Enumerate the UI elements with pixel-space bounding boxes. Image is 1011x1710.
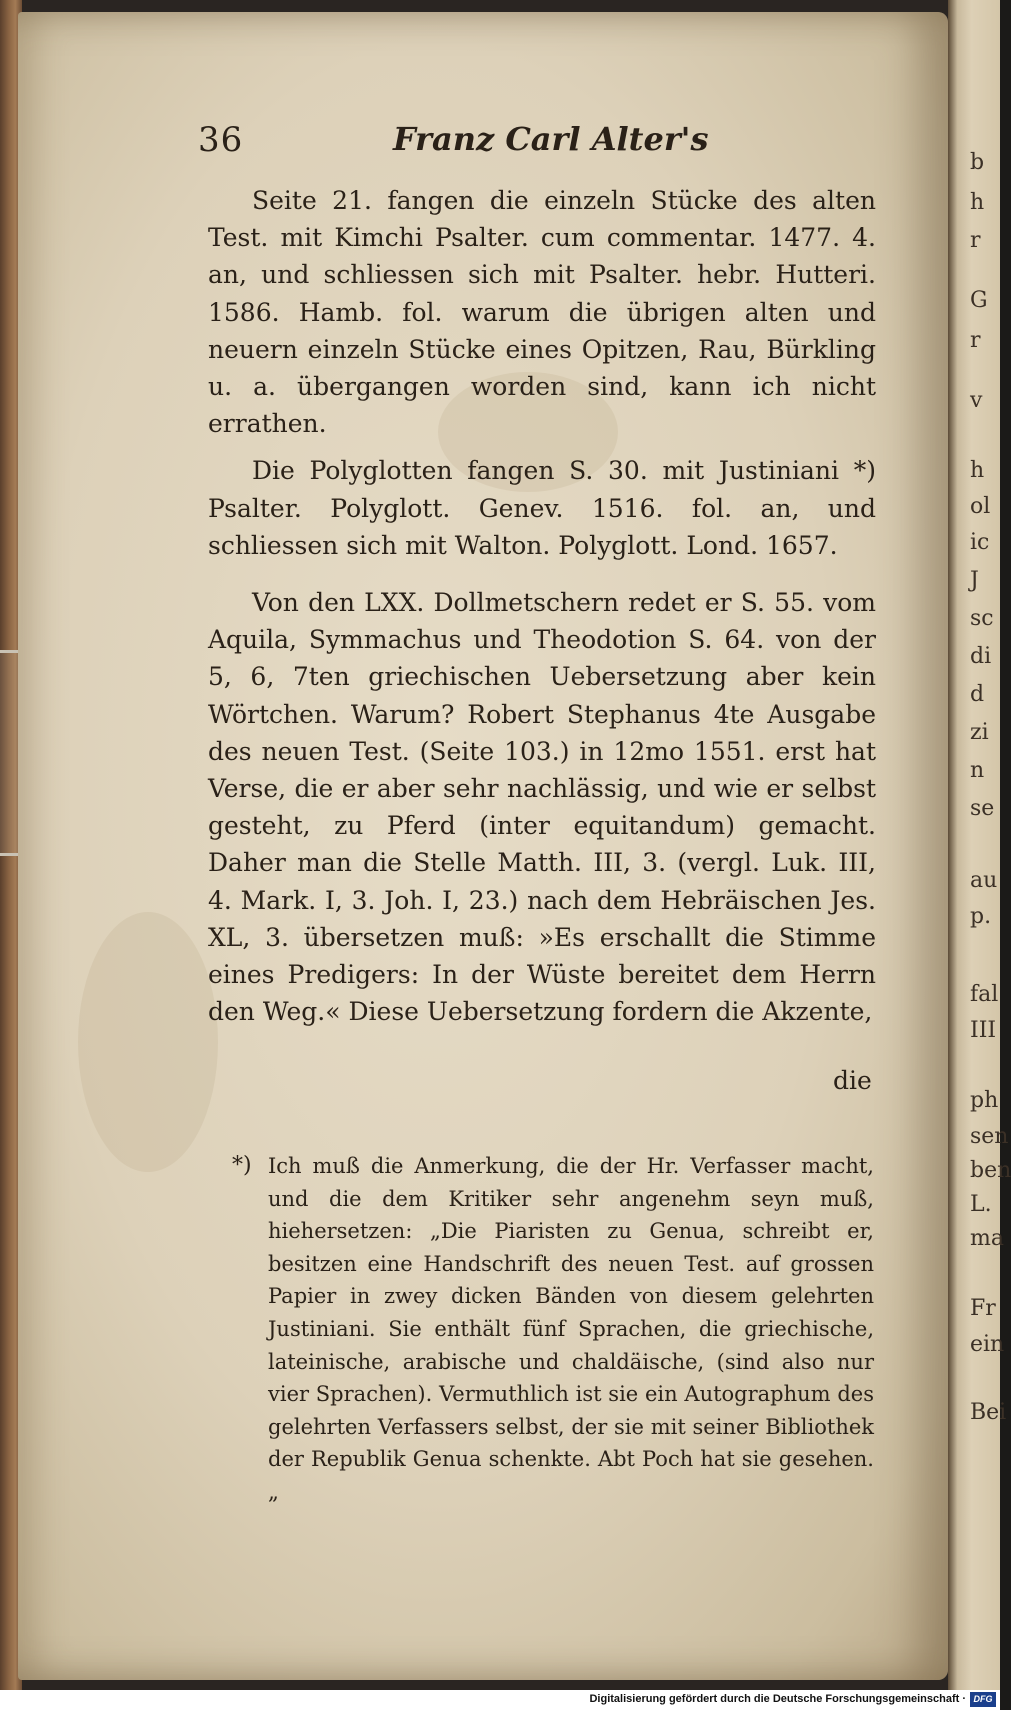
right-page-fragment: r [970,228,981,253]
right-page-fragment: sen [970,1124,1009,1149]
main-text [208,182,876,1044]
footnote-marker: *) [232,1153,252,1178]
right-page-fragment: fal [970,982,999,1007]
right-page-fragment: G [970,288,988,313]
page-header [198,120,758,170]
book-page [18,12,948,1680]
paragraph: Seite 21. fangen die einzeln Stücke des alten Test. mit Kimchi Psalter. cum commentar. 1477. 4. an, und schliessen sich mit Psalter. hebr. Hutteri. 1586. Hamb. fol. warum die übrigen alten und neuern einzeln Stücke eines Opitzen, Rau, Bürkling u. a. übergangen worden sind, kann ich nicht errathen. [208,186,876,439]
right-page-fragment: v [970,388,983,413]
catchword: die [833,1066,872,1095]
right-page-fragment: L. [970,1192,992,1217]
right-page-fragment: J [970,568,979,593]
page-number: 36 [198,120,244,160]
right-page-fragment: sc [970,606,994,631]
right-page-fragment: r [970,328,981,353]
right-page-fragment: Fr [970,1296,996,1321]
footnote [232,1150,874,1509]
funding-credit: Digitalisierung gefördert durch die Deutsche Forschungsgemeinschaft · [589,1693,966,1705]
right-page-fragment: d [970,682,985,707]
right-page-fragment: ein [970,1332,1005,1357]
footnote-text: Ich muß die Anmerkung, die der Hr. Verfasser macht, und die dem Kritiker sehr angenehm seyn muß, hiehersetzen: „Die Piaristen zu Genua, schreibt er, besitzen eine Handschrift des neuen Test. auf grossen Papier in zwey dicken Bänden von diesem gelehrten Justiniani. Sie enthält fünf Sprachen, die griechische, lateinische, arabische und chaldäische, (sind also nur vier Sprachen). Vermuthlich ist sie ein Autographum des gelehrten Verfassers selbst, der sie mit seiner Bibliothek der Republik Genua schenkte. Abt Poch hat sie gesehen.„ [268,1154,874,1504]
paragraph: Von den LXX. Dollmetschern redet er S. 55. vom Aquila, Symmachus und Theodotion S. 64. von der 5, 6, 7ten griechischen Uebersetzung aber kein Wörtchen. Warum? Robert Stephanus 4te Ausgabe des neuen Test. (Seite 103.) in 12mo 1551. erst hat Verse, die er aber sehr nachlässig, und wie er selbst gesteht, zu Pferd (inter equitandum) gemacht. Daher man die Stelle Matth. III, 3. (vergl. Luk. III, 4. Mark. I, 3. Joh. I, 23.) nach dem Hebräischen Jes. XL, 3. übersetzen muß: »Es erschallt die Stimme eines Predigers: In der Wüste bereitet dem Herrn den Weg.« Diese Uebersetzung fordern die Akzente, [208,588,876,1027]
right-page-fragment: ph [970,1088,999,1113]
right-page-fragment: h [970,190,985,215]
paragraph: Die Polyglotten fangen S. 30. mit Justiniani *) Psalter. Polyglott. Genev. 1516. fol. an, und schliessen sich mit Walton. Polyglott. Lond. 1657. [208,456,876,560]
running-title: Franz Carl Alter's [393,120,709,158]
dfg-logo[interactable]: DFG [970,1692,996,1707]
right-page-fragment: h [970,458,985,483]
next-page-edge [948,0,1011,1690]
right-page-fragment: au [970,868,998,893]
right-page-fragment: ben [970,1158,1011,1183]
right-page-fragment: ma [970,1226,1004,1251]
right-page-fragment: p. [970,904,992,929]
right-page-fragment: n [970,758,985,783]
right-page-fragment: zi [970,720,989,745]
right-page-fragment: ol [970,494,991,519]
right-page-fragment: di [970,644,992,669]
right-page-fragment: b [970,150,985,175]
right-page-fragment: Bei [970,1400,1007,1425]
paper-stain [78,912,218,1172]
footer-bar [0,1690,1000,1710]
right-page-fragment: se [970,796,995,821]
right-page-fragment: III [970,1018,997,1043]
right-page-fragment: ic [970,530,990,555]
